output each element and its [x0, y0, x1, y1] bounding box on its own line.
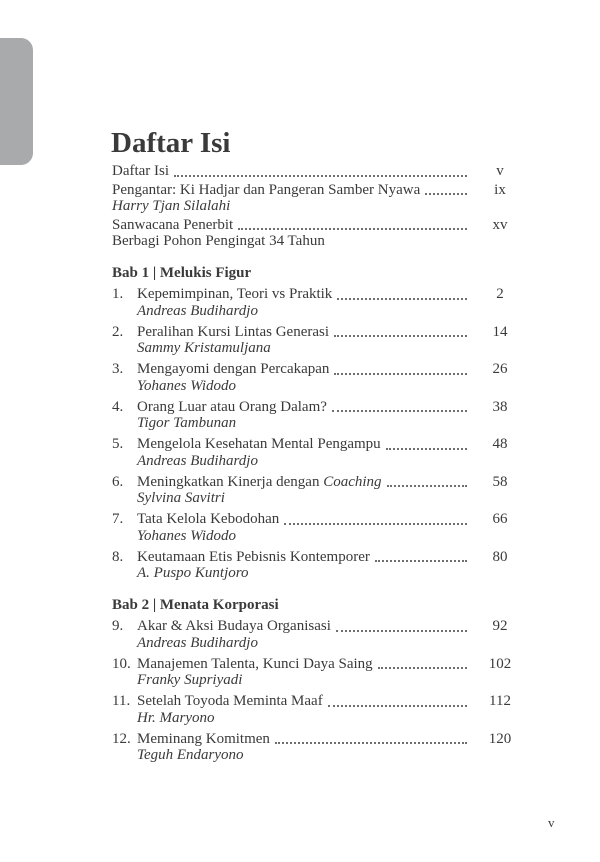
entry-title: Daftar Isi: [112, 163, 170, 179]
toc-entry: [112, 436, 524, 469]
entry-author: Hr. Maryono: [137, 709, 215, 726]
entries-list: [112, 618, 524, 764]
entry-author: Teguh Endaryono: [137, 747, 244, 763]
entry-title: Tata Kelola Kebodohan: [137, 511, 280, 527]
entry-title: Keutamaan Etis Pebisnis Kontemporer: [137, 548, 370, 565]
entry-number: 4.: [112, 398, 124, 415]
toc-row: [112, 511, 524, 528]
entry-title: Manajemen Talenta, Kunci Daya Saing: [137, 655, 373, 672]
dot-leader: [332, 410, 467, 412]
entries-list: [112, 286, 524, 582]
dot-leader: [334, 335, 467, 337]
entry-author: Sylvina Savitri: [137, 490, 225, 506]
dot-leader: [336, 630, 467, 632]
toc-row: [112, 361, 524, 378]
toc-entry: [112, 361, 524, 394]
entry-author: Andreas Budihardjo: [137, 302, 258, 319]
toc-entry: [112, 474, 524, 507]
entry-title: Mengelola Kesehatan Mental Pengampu: [137, 436, 381, 452]
toc-entry: [112, 693, 524, 726]
entry-subtitle: Harry Tjan Silalahi: [112, 198, 231, 214]
entry-number: 8.: [112, 548, 124, 565]
entry-title: Akar & Aksi Budaya Organisasi: [137, 618, 331, 634]
toc-entry: [112, 324, 524, 357]
toc-entry: [112, 286, 524, 319]
chapter-heading: Bab 1 | Melukis Figur: [112, 264, 252, 281]
toc-entry: [112, 731, 524, 764]
entry-author: Andreas Budihardjo: [137, 452, 258, 469]
dot-leader: [375, 560, 467, 562]
toc-row: [112, 217, 524, 234]
entry-author: A. Puspo Kuntjoro: [137, 565, 249, 581]
page-number: 66: [492, 511, 508, 527]
entry-subtitle: Berbagi Pohon Pengingat 34 Tahun: [112, 233, 325, 249]
entry-number: 2.: [112, 323, 124, 340]
sections-list: [112, 265, 524, 764]
toc-content: [112, 163, 524, 768]
entry-number: 7.: [112, 511, 124, 527]
entry-number: 10.: [112, 655, 131, 672]
toc-entry: [112, 399, 524, 432]
dot-leader: [337, 298, 467, 300]
entry-author: Yohanes Widodo: [137, 377, 237, 394]
page-number: 2: [496, 286, 504, 302]
entry-title: Meningkatkan Kinerja dengan Coaching: [137, 473, 382, 490]
page-number: 58: [492, 473, 508, 490]
toc-row: [112, 436, 524, 453]
dot-leader: [238, 228, 467, 230]
entry-author: Franky Supriyadi: [137, 672, 243, 688]
entry-title: Kepemimpinan, Teori vs Praktik: [137, 286, 333, 302]
toc-row: [112, 474, 524, 491]
toc-row: [112, 549, 524, 566]
toc-row: [112, 656, 524, 673]
entry-number: 3.: [112, 361, 124, 377]
entry-number: 12.: [112, 730, 131, 747]
dot-leader: [275, 742, 467, 744]
front-matter-entry: [112, 217, 524, 250]
page-number: v: [496, 163, 504, 179]
entry-title: Orang Luar atau Orang Dalam?: [137, 398, 327, 415]
toc-row: [112, 324, 524, 341]
page-number: 14: [492, 323, 508, 340]
entry-author: Andreas Budihardjo: [137, 634, 258, 651]
entry-number: 5.: [112, 436, 124, 452]
page-number: 112: [489, 693, 511, 709]
page-title: Daftar Isi: [111, 127, 231, 160]
entry-number: 1.: [112, 286, 124, 302]
toc-row: [112, 399, 524, 416]
dot-leader: [425, 193, 467, 195]
front-matter-list: [112, 163, 524, 250]
toc-entry: [112, 549, 524, 582]
entry-title: Mengayomi dengan Percakapan: [137, 361, 330, 377]
page-number: 38: [492, 398, 508, 415]
page-number: xv: [492, 216, 508, 233]
toc-row: [112, 163, 524, 180]
folio-page-number: v: [548, 815, 555, 830]
entry-number: 9.: [112, 618, 124, 634]
front-matter-entry: [112, 163, 524, 180]
page-number: 102: [488, 655, 512, 672]
entry-number: 11.: [112, 693, 131, 709]
entry-author: Sammy Kristamuljana: [137, 340, 271, 356]
entry-author: Yohanes Widodo: [137, 527, 237, 544]
entry-title: Sanwacana Penerbit: [112, 216, 234, 233]
toc-entry: [112, 511, 524, 544]
toc-row: [112, 286, 524, 303]
toc-entry: [112, 618, 524, 651]
dot-leader: [328, 705, 467, 707]
dot-leader: [378, 667, 467, 669]
page-number: 48: [492, 436, 508, 452]
entry-title: Peralihan Kursi Lintas Generasi: [137, 323, 330, 340]
dot-leader: [174, 175, 467, 177]
entry-title: Meminang Komitmen: [137, 730, 270, 747]
page-number: 26: [492, 361, 508, 377]
dot-leader: [284, 523, 467, 525]
toc-section: [112, 597, 524, 764]
entry-title: Pengantar: Ki Hadjar dan Pangeran Samber Nyawa: [112, 181, 421, 198]
entry-title: Setelah Toyoda Meminta Maaf: [137, 693, 323, 709]
dot-leader: [334, 373, 467, 375]
page-number: 92: [492, 618, 508, 634]
dot-leader: [386, 448, 467, 450]
toc-section: [112, 265, 524, 582]
entry-author: Tigor Tambunan: [137, 415, 237, 431]
chapter-heading: Bab 2 | Menata Korporasi: [112, 596, 279, 613]
page-number: 80: [492, 548, 508, 565]
page-number: 120: [488, 730, 512, 747]
toc-row: [112, 693, 524, 710]
toc-row: [112, 731, 524, 748]
page-number: ix: [494, 181, 506, 198]
dot-leader: [387, 485, 467, 487]
toc-row: [112, 182, 524, 199]
entry-number: 6.: [112, 473, 124, 490]
toc-row: [112, 618, 524, 635]
front-matter-entry: [112, 182, 524, 215]
chapter-side-tab: [0, 38, 33, 165]
toc-entry: [112, 656, 524, 689]
